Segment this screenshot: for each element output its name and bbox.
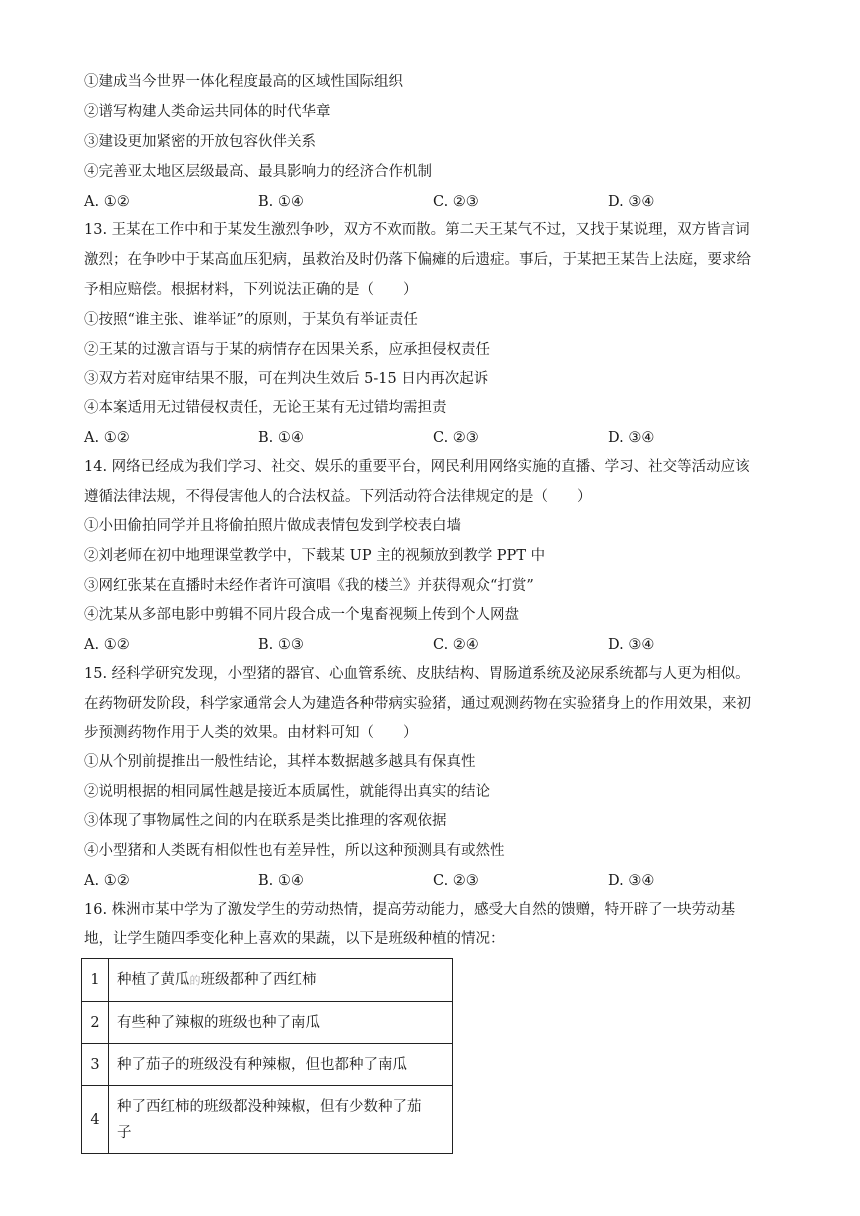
q12-option-d: D. ③④ <box>608 194 655 210</box>
q14-option-d: D. ③④ <box>608 637 655 653</box>
row-text: 种了茄子的班级没有种辣椒，但也都种了南瓜 <box>109 1044 453 1086</box>
q14-statement-3: ③网红张某在直播时未经作者许可演唱《我的楼兰》并获得观众“打赏” <box>84 578 534 594</box>
q15-stem-line-1: 15. 经科学研究发现，小型猪的器官、心血管系统、皮肤结构、胃肠道系统及泌尿系统都与人更为相似。 <box>84 666 750 682</box>
q15-statement-2: ②说明根据的相同属性越是接近本质属性，就能得出真实的结论 <box>84 784 490 800</box>
row-number: 1 <box>82 959 109 1002</box>
q13-stem-line-3: 予相应赔偿。根据材料，下列说法正确的是（ ） <box>84 282 418 298</box>
q13-option-a: A. ①② <box>84 430 130 446</box>
table-row <box>82 1044 453 1086</box>
q15-statement-1: ①从个别前提推出一般性结论，其样本数据越多越具有保真性 <box>84 754 476 770</box>
q13-option-d: D. ③④ <box>608 430 655 446</box>
q15-option-a: A. ①② <box>84 873 130 889</box>
row-text-part: 种了西红柿的班级都没种辣椒，但有少数种了茄 <box>117 1098 422 1115</box>
q12-option-c: C. ②③ <box>433 194 479 210</box>
q14-option-b: B. ①③ <box>258 637 304 653</box>
q15-option-b: B. ①④ <box>258 873 304 889</box>
q14-option-a: A. ①② <box>84 637 130 653</box>
q15-stem-line-2: 在药物研发阶段，科学家通常会人为建造各种带病实验猪，通过观测药物在实验猪身上的作用效果，来初 <box>84 696 751 712</box>
q12-statement-1: ①建成当今世界一体化程度最高的区域性国际组织 <box>84 74 403 90</box>
row-number: 4 <box>82 1086 109 1154</box>
q12-statement-4: ④完善亚太地区层级最高、最具影响力的经济合作机制 <box>84 164 432 180</box>
q13-statement-3: ③双方若对庭审结果不服，可在判决生效后 5-15 日内再次起诉 <box>84 371 489 387</box>
planting-table <box>81 958 453 1154</box>
q13-statement-4: ④本案适用无过错侵权责任，无论王某有无过错均需担责 <box>84 400 447 416</box>
ghost-character: 的 <box>189 973 201 987</box>
q16-stem-line-1: 16. 株洲市某中学为了激发学生的劳动热情，提高劳动能力，感受大自然的馈赠，特开辟了一块劳动基 <box>84 902 736 918</box>
row-number: 3 <box>82 1044 109 1086</box>
q12-statement-2: ②谱写构建人类命运共同体的时代华章 <box>84 104 331 120</box>
q14-stem-line-1: 14. 网络已经成为我们学习、社交、娱乐的重要平台，网民利用网络实施的直播、学习、社交等活动应该 <box>84 459 750 475</box>
q14-statement-2: ②刘老师在初中地理课堂教学中，下载某 UP 主的视频放到教学 PPT 中 <box>84 548 546 564</box>
q16-stem-line-2: 地，让学生随四季变化种上喜欢的果蔬，以下是班级种植的情况： <box>84 931 505 947</box>
q14-statement-1: ①小田偷拍同学并且将偷拍照片做成表情包发到学校表白墙 <box>84 518 461 534</box>
table-row <box>82 1002 453 1044</box>
q14-stem-line-2: 遵循法律法规，不得侵害他人的合法权益。下列活动符合法律规定的是（ ） <box>84 489 592 505</box>
table-row <box>82 1086 453 1154</box>
row-text-part: 种植了黄瓜 <box>117 971 190 988</box>
q12-option-a: A. ①② <box>84 194 130 210</box>
row-text <box>109 1086 453 1154</box>
q13-statement-2: ②王某的过激言语与于某的病情存在因果关系，应承担侵权责任 <box>84 342 490 358</box>
q15-stem-line-3: 步预测药物作用于人类的效果。由材料可知（ ） <box>84 725 418 741</box>
row-text-part: 班级都种了西红柿 <box>200 971 317 988</box>
q13-stem-line-2: 激烈；在争吵中于某高血压犯病，虽救治及时仍落下偏瘫的后遗症。事后，于某把王某告上法庭，要求给 <box>84 252 751 268</box>
row-text: 有些种了辣椒的班级也种了南瓜 <box>109 1002 453 1044</box>
q15-statement-4: ④小型猪和人类既有相似性也有差异性，所以这种预测具有或然性 <box>84 843 505 859</box>
q12-statement-3: ③建设更加紧密的开放包容伙伴关系 <box>84 134 316 150</box>
q14-statement-4: ④沈某从多部电影中剪辑不同片段合成一个鬼畜视频上传到个人网盘 <box>84 607 519 623</box>
row-text <box>109 959 453 1002</box>
row-text-part: 子 <box>117 1124 132 1141</box>
q13-option-c: C. ②③ <box>433 430 479 446</box>
q13-statement-1: ①按照“谁主张、谁举证”的原则，于某负有举证责任 <box>84 312 418 328</box>
q13-option-b: B. ①④ <box>258 430 304 446</box>
table-row <box>82 959 453 1002</box>
q14-option-c: C. ②④ <box>433 637 479 653</box>
q13-stem-line-1: 13. 王某在工作中和于某发生激烈争吵，双方不欢而散。第二天王某气不过，又找于某说理，双方皆言词 <box>84 222 750 238</box>
q15-statement-3: ③体现了事物属性之间的内在联系是类比推理的客观依据 <box>84 813 447 829</box>
q15-option-c: C. ②③ <box>433 873 479 889</box>
q12-option-b: B. ①④ <box>258 194 304 210</box>
q15-option-d: D. ③④ <box>608 873 655 889</box>
row-number: 2 <box>82 1002 109 1044</box>
